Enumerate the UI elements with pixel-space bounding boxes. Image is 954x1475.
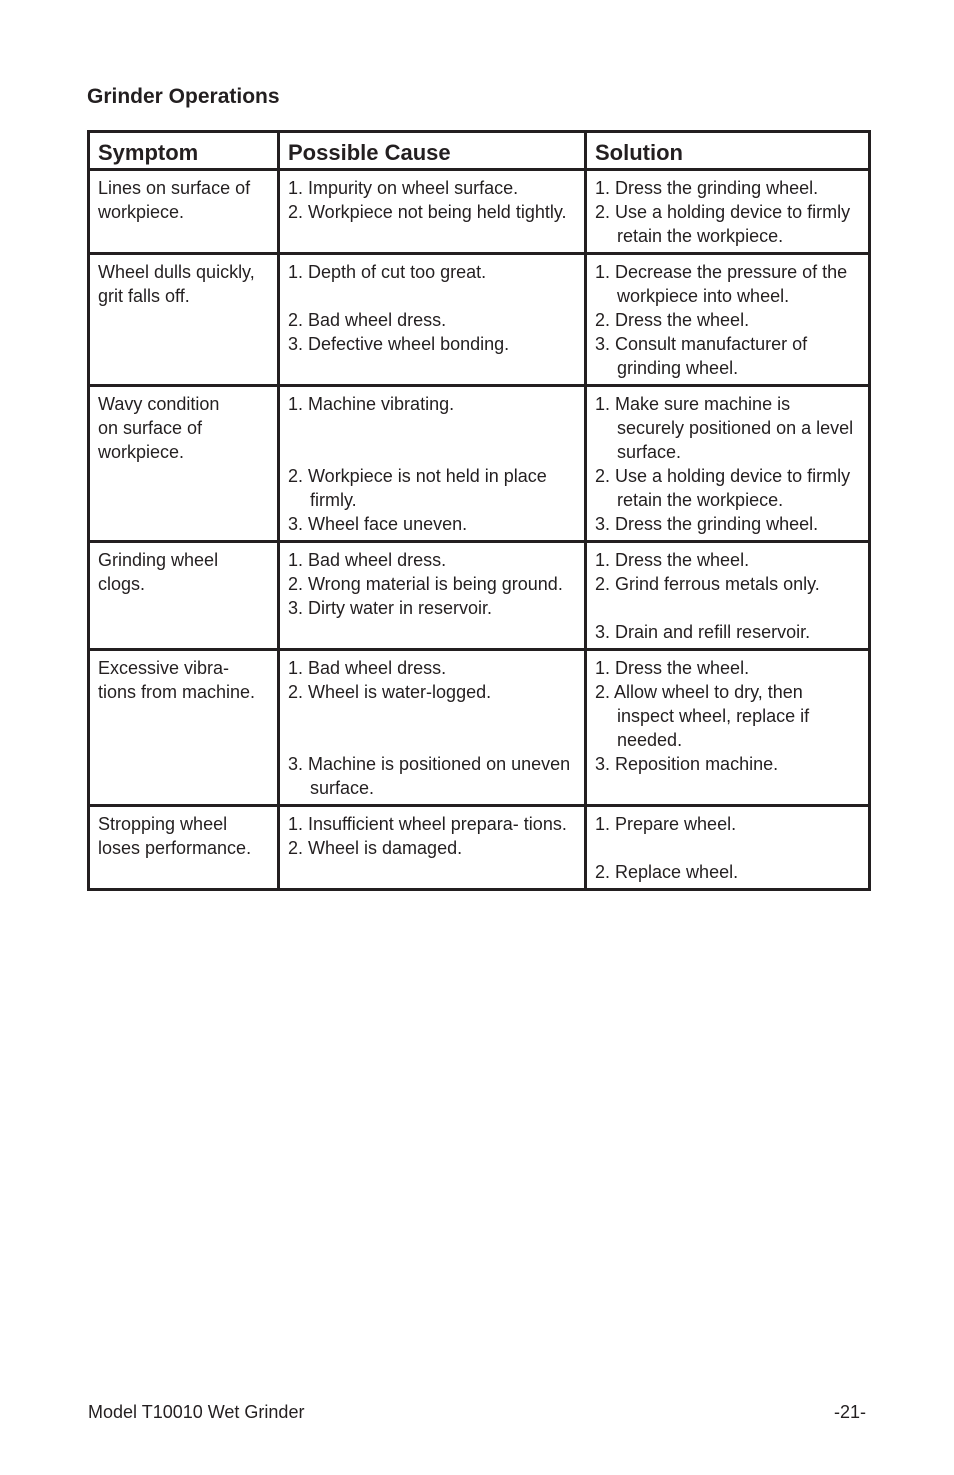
solution-item: 2. Replace wheel. (595, 862, 739, 882)
solution-cell (586, 254, 870, 386)
solution-item: 1. Make sure machine is securely positioned on a level surface. (595, 394, 854, 462)
cause-item: 2. Bad wheel dress. (288, 310, 447, 330)
spacer (595, 596, 860, 620)
solution-item: 3. Consult manufacturer of grinding wheel. (595, 334, 808, 378)
spacer (288, 416, 576, 440)
solution-cell (586, 542, 870, 650)
cause-item: 2. Wheel is damaged. (288, 838, 463, 858)
symptom-text: Wavy condition (98, 394, 220, 414)
cause-cell (279, 806, 586, 890)
cause-cell (279, 542, 586, 650)
symptom-text: Excessive vibra- (98, 658, 230, 678)
table-row (89, 806, 870, 890)
cause-item: 1. Depth of cut too great. (288, 262, 487, 282)
spacer (288, 284, 576, 308)
table-row (89, 542, 870, 650)
solution-item: 1. Decrease the pressure of the workpiece into wheel. (595, 262, 848, 306)
spacer (288, 728, 576, 752)
solution-item: 2. Use a holding device to firmly retain the workpiece. (595, 202, 851, 246)
solution-cell (586, 170, 870, 254)
spacer (595, 836, 860, 860)
symptom-cell (89, 650, 279, 806)
solution-cell (586, 806, 870, 890)
symptom-text: on surface of (98, 418, 203, 438)
solution-item: 3. Drain and refill reservoir. (595, 622, 811, 642)
table-body (89, 170, 870, 890)
solution-item: 1. Dress the grinding wheel. (595, 178, 819, 198)
spacer (288, 440, 576, 464)
solution-item: 2. Dress the wheel. (595, 310, 750, 330)
solution-item: 3. Reposition machine. (595, 754, 779, 774)
cause-item: 2. Wrong material is being ground. (288, 574, 563, 594)
solution-cell (586, 650, 870, 806)
symptom-text: grit falls off. (98, 286, 190, 306)
symptom-text: loses performance. (98, 838, 252, 858)
solution-item: 1. Dress the wheel. (595, 550, 750, 570)
table-row (89, 386, 870, 542)
symptom-cell (89, 806, 279, 890)
header-possible-cause: Possible Cause (279, 132, 586, 170)
header-solution: Solution (586, 132, 870, 170)
section-title: Grinder Operations (87, 85, 280, 108)
symptom-text: clogs. (98, 574, 146, 594)
cause-item: 3. Defective wheel bonding. (288, 334, 510, 354)
symptom-cell (89, 254, 279, 386)
table-row (89, 650, 870, 806)
solution-item: 1. Prepare wheel. (595, 814, 737, 834)
symptom-text: workpiece. (98, 442, 185, 462)
solution-item: 2. Use a holding device to firmly retain the workpiece. (595, 466, 851, 510)
symptom-cell (89, 170, 279, 254)
cause-cell (279, 650, 586, 806)
footer-model: Model T10010 Wet Grinder (88, 1402, 305, 1422)
solution-item: 1. Dress the wheel. (595, 658, 750, 678)
symptom-text: Lines on surface of (98, 178, 251, 198)
cause-item: 2. Workpiece is not held in place firmly. (288, 466, 547, 510)
header-symptom: Symptom (89, 132, 279, 170)
cause-item: 3. Machine is positioned on uneven surface. (288, 754, 571, 798)
cause-cell (279, 254, 586, 386)
table-row (89, 170, 870, 254)
symptom-cell (89, 542, 279, 650)
table-header-row (89, 132, 870, 170)
cause-item: 2. Workpiece not being held tightly. (288, 202, 567, 222)
symptom-text: workpiece. (98, 202, 185, 222)
cause-cell (279, 170, 586, 254)
troubleshooting-table (87, 130, 871, 891)
solution-item: 2. Grind ferrous metals only. (595, 574, 820, 594)
solution-item: 2. Allow wheel to dry, then inspect wheel, replace if needed. (595, 682, 810, 750)
footer-page-number: -21- (833, 1402, 866, 1422)
cause-item: 1. Insufficient wheel prepara- tions. (288, 814, 567, 834)
solution-item: 3. Dress the grinding wheel. (595, 514, 819, 534)
symptom-text: Stropping wheel (98, 814, 228, 834)
cause-item: 3. Wheel face uneven. (288, 514, 468, 534)
table-row (89, 254, 870, 386)
spacer (288, 704, 576, 728)
cause-item: 1. Bad wheel dress. (288, 550, 447, 570)
symptom-text: Wheel dulls quickly, (98, 262, 255, 282)
cause-item: 1. Impurity on wheel surface. (288, 178, 519, 198)
cause-item: 2. Wheel is water-logged. (288, 682, 492, 702)
symptom-text: tions from machine. (98, 682, 256, 702)
symptom-cell (89, 386, 279, 542)
cause-item: 1. Machine vibrating. (288, 394, 455, 414)
cause-cell (279, 386, 586, 542)
cause-item: 1. Bad wheel dress. (288, 658, 447, 678)
symptom-text: Grinding wheel (98, 550, 219, 570)
solution-cell (586, 386, 870, 542)
cause-item: 3. Dirty water in reservoir. (288, 598, 493, 618)
